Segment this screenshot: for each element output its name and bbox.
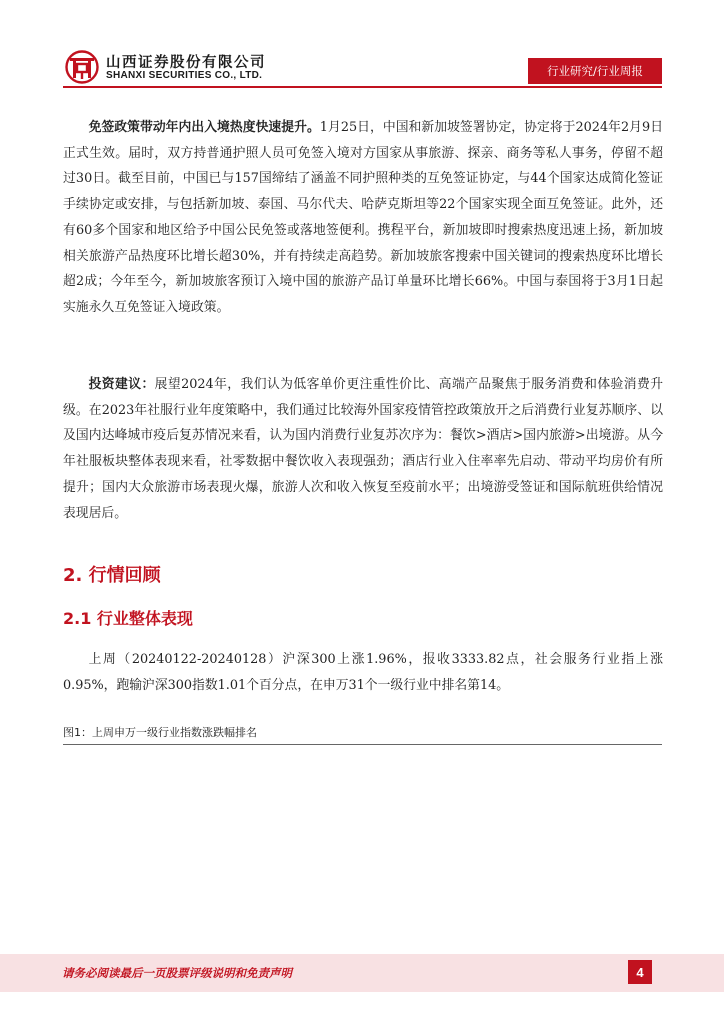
figure-caption: 图1：上周申万一级行业指数涨跌幅排名 [63,726,257,739]
page-number: 4 [628,960,652,984]
paragraph-investment-advice-text: 展望2024年，我们认为低客单价更注重性价比、高端产品聚焦于服务消费和体验消费升级。在2023年社服行业年度策略中，我们通过比较海外国家疫情管控政策放开之后消费行业复苏顺序、以及国内达峰城市疫后复苏情况来看，认为国内消费行业复苏次序为：餐饮>酒店>国内旅游>出境游。从今年社服板块整体表现来看，社零数据中餐饮收入表现强劲；酒店行业入住率率先启动、带动平均房价有所提升；国内大众旅游市场表现火爆，旅游人次和收入恢复至疫前水平；出境游受签证和国际航班供给情况表现居后。 [63,377,663,521]
page-footer [0,954,724,992]
paragraph-visa-policy-text: 1月25日，中国和新加坡签署协定，协定将于2024年2月9日正式生效。届时，双方持普通护照人员可免签入境对方国家从事旅游、探亲、商务等私人事务，停留不超过30日。截至目前，中国已与157国缔结了涵盖不同护照种类的互免签证协定，与44个国家达成简化签证手续协定或安排，与包括新加坡、泰国、马尔代夫、哈萨克斯坦等22个国家实现全面互免签证。此外，还有60多个国家和地区给予中国公民免签或落地签便利。携程平台，新加坡即时搜索热度迅速上扬，新加坡相关旅游产品热度环比增长超30%，并有持续走高趋势。新加坡旅客搜索中国关键词的搜索热度环比增长超2成；今年至今，新加坡旅客预订入境中国的旅游产品订单量环比增长66%。中国与泰国将于3月1日起实施永久互免签证入境政策。 [63,120,663,315]
shanxi-securities-logo-icon [65,50,99,84]
report-type-badge: 行业研究/行业周报 [528,58,662,84]
company-name-en: SHANXI SECURITIES CO., LTD. [106,70,263,81]
figure-caption-divider [63,744,662,745]
paragraph-investment-advice [63,372,663,526]
page-header [0,0,724,92]
paragraph-weekly-performance: 上周（20240122-20240128）沪深300上涨1.96%，报收3333.82点，社会服务行业指上涨0.95%，跑输沪深300指数1.01个百分点，在申万31个一级行业中排名第14。 [63,652,663,693]
header-divider [63,86,662,88]
company-name-cn: 山西证券股份有限公司 [106,55,266,71]
paragraph-investment-advice-lead: 投资建议： [88,377,155,392]
subsection-heading-industry-performance: 2.1 行业整体表现 [63,609,193,628]
footer-disclaimer: 请务必阅读最后一页股票评级说明和免责声明 [62,966,292,980]
paragraph-visa-policy-lead: 免签政策带动年内出入境热度快速提升。 [88,120,320,135]
section-heading-market-review: 2. 行情回顾 [63,565,161,586]
paragraph-visa-policy [63,115,663,321]
